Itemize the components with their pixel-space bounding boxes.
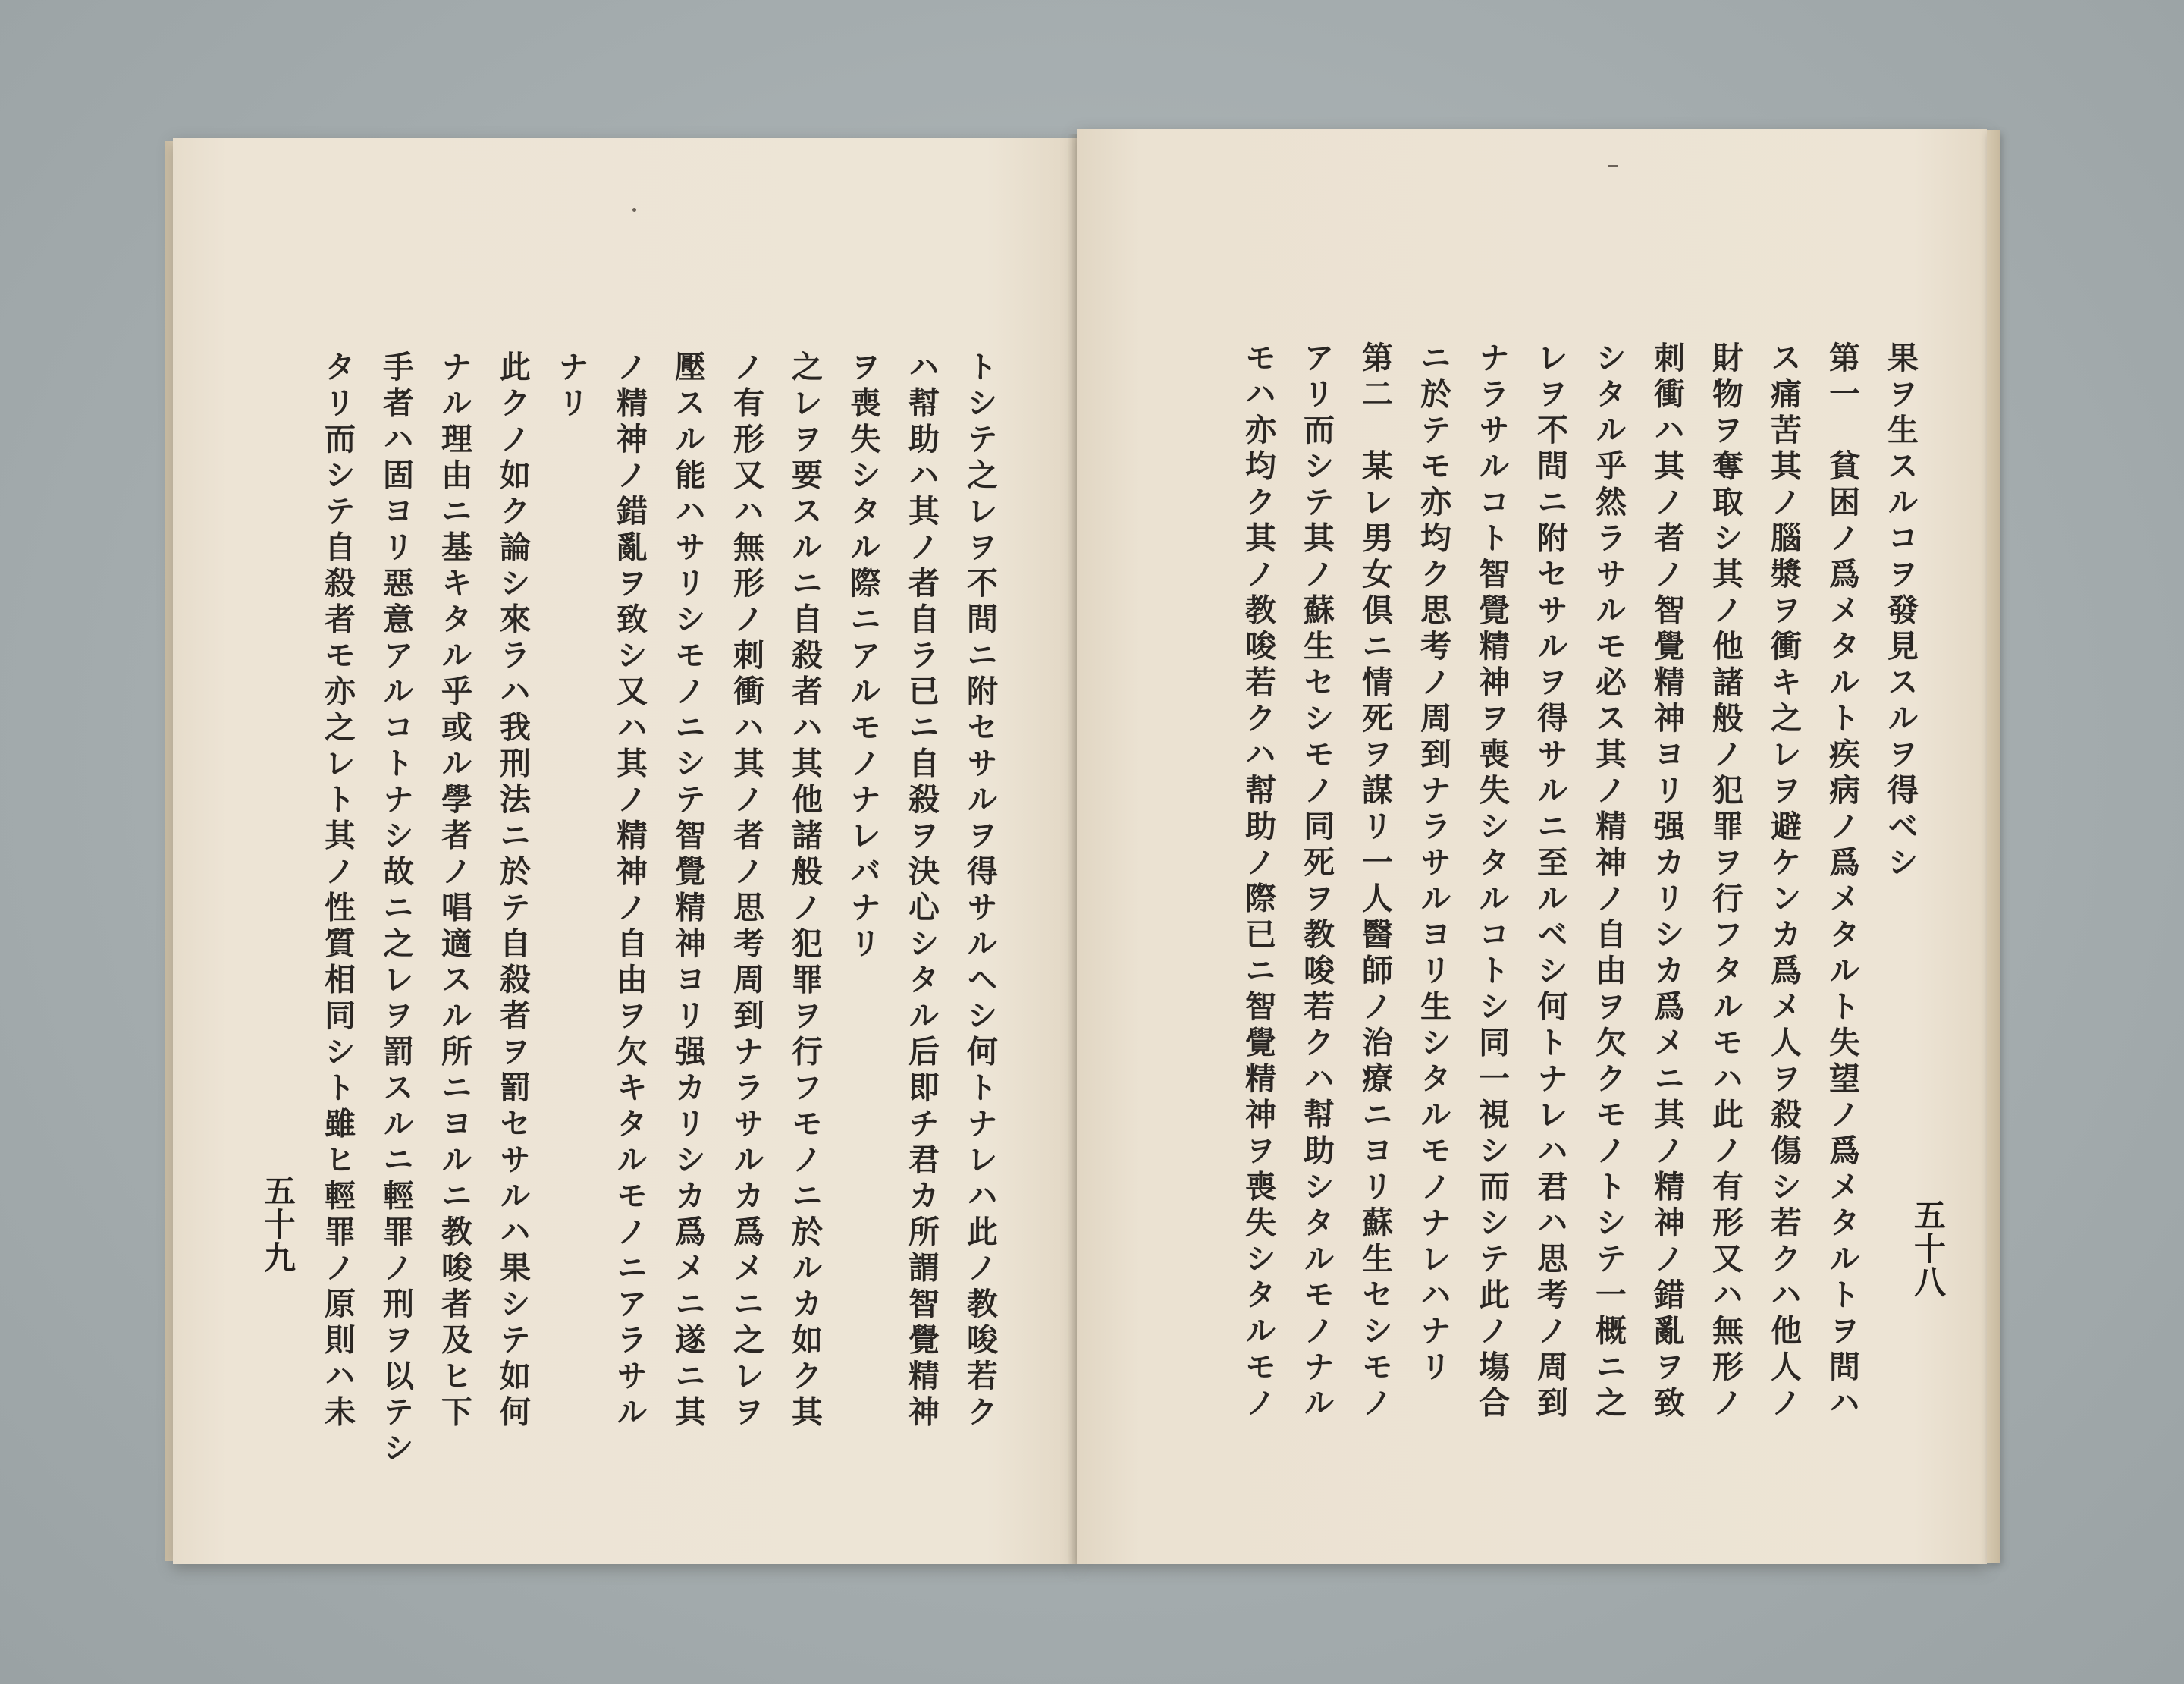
text-line: 果ヲ生スルコヲ發見スルヲ得ベシ bbox=[1882, 341, 1919, 882]
left-page-text bbox=[308, 350, 1009, 1468]
text-line: トシテ之レヲ不問ニ附セサルヲ得サルヘシ何トナレハ此ノ教唆若ク bbox=[962, 350, 998, 1431]
text-line: レヲ不問ニ附セサルヲ得サルニ至ルベシ何トナレハ君ハ思考ノ周到 bbox=[1532, 341, 1568, 1422]
text-line: 之レヲ要スルニ自殺者ハ其他諸般ノ犯罪ヲ行フモノニ於ルカ如ク其 bbox=[786, 350, 823, 1431]
text-line: ノ精神ノ錯亂ヲ致シ又ハ其ノ精神ノ自由ヲ欠キタルモノニアラサル bbox=[611, 350, 648, 1431]
right-page-text bbox=[1228, 341, 1929, 1422]
text-line: 財物ヲ奪取シ其ノ他諸般ノ犯罪ヲ行フタルモハ此ノ有形又ハ無形ノ bbox=[1707, 341, 1743, 1422]
text-line: ノ有形又ハ無形ノ刺衝ハ其ノ者ノ思考周到ナラサルカ爲メニ之レヲ bbox=[728, 350, 764, 1431]
text-line: 手者ハ固ヨリ惡意アルコトナシ故ニ之レヲ罰スルニ輕罪ノ刑ヲ以テシ bbox=[378, 350, 414, 1468]
text-line: 第一 貧困ノ爲メタルト疾病ノ爲メタルト失望ノ爲メタルトヲ問ハ bbox=[1824, 341, 1860, 1422]
text-line: 刺衝ハ其ノ者ノ智覺精神ヨリ强カリシカ爲メニ其ノ精神ノ錯亂ヲ致 bbox=[1649, 341, 1685, 1422]
text-line: タリ而シテ自殺者モ亦之レト其ノ性質相同シト雖ヒ輕罪ノ原則ハ未 bbox=[319, 350, 356, 1431]
left-page bbox=[173, 138, 1078, 1564]
text-line: シタル乎然ラサルモ必ス其ノ精神ノ自由ヲ欠クモノトシテ一概ニ之 bbox=[1590, 341, 1627, 1422]
text-line: 此クノ如ク論シ來ラハ我刑法ニ於テ自殺者ヲ罰セサルハ果シテ如何 bbox=[494, 350, 531, 1431]
ink-speck bbox=[1608, 165, 1618, 167]
text-line: 第二 某レ男女倶ニ情死ヲ謀リ一人醫師ノ治療ニヨリ蘇生セシモノ bbox=[1357, 341, 1393, 1422]
text-line: モハ亦均ク其ノ教唆若クハ幇助ノ際已ニ智覺精神ヲ喪失シタルモノ bbox=[1240, 341, 1276, 1422]
page-number-right: 五十八 bbox=[1909, 1199, 1947, 1299]
text-line: ヲ喪失シタル際ニアルモノナレバナリ bbox=[845, 350, 881, 963]
right-page-edge bbox=[1987, 130, 2000, 1563]
right-page bbox=[1077, 129, 1987, 1564]
text-line: ス痛苦其ノ腦漿ヲ衝キ之レヲ避ケンカ爲メ人ヲ殺傷シ若クハ他人ノ bbox=[1765, 341, 1802, 1422]
text-line: ハ幇助ハ其ノ者自ラ已ニ自殺ヲ決心シタル后即チ君カ所謂智覺精神 bbox=[903, 350, 940, 1431]
text-line: 壓スル能ハサリシモノニシテ智覺精神ヨリ强カリシカ爲メニ遂ニ其 bbox=[670, 350, 706, 1431]
text-line: アリ而シテ其ノ蘇生セシモノ同死ヲ教唆若クハ幇助シタルモノナル bbox=[1298, 341, 1335, 1422]
text-line: ナル理由ニ基キタル乎或ル學者ノ唱適スル所ニヨルニ教唆者及ヒ下 bbox=[436, 350, 472, 1431]
text-line: ニ於テモ亦均ク思考ノ周到ナラサルヨリ生シタルモノナレハナリ bbox=[1415, 341, 1451, 1387]
ink-speck bbox=[632, 208, 636, 212]
page-number-left: 五十九 bbox=[259, 1174, 297, 1274]
text-line: ナリ bbox=[553, 350, 589, 423]
text-line: ナラサルコト智覺精神ヲ喪失シタルコトシ同一視シ而シテ此ノ塲合 bbox=[1473, 341, 1510, 1422]
